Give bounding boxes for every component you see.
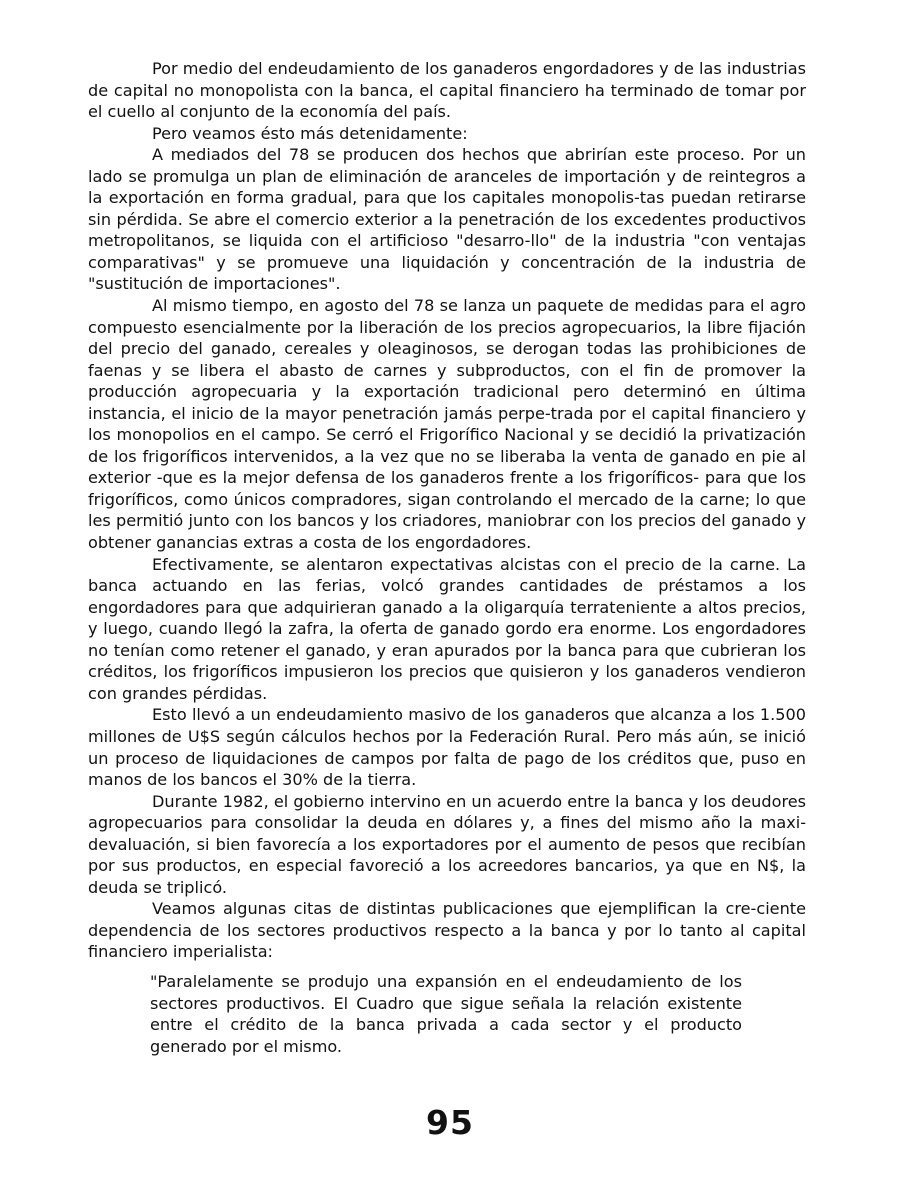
- paragraph-5: Efectivamente, se alentaron expectativas alcistas con el precio de la carne. La banca actuando en las ferias, volcó grandes cantidades de préstamos a los engordadores para que adquirieran ganado a la oligarquía terrateniente a altos precios, y luego, cuando llegó la zafra, la oferta de ganado gordo era enorme. Los engordadores no tenían como retener el ganado, y eran apurados por la banca para que cubrieran los créditos, los frigoríficos impusieron los precios que quisieron y los ganaderos vendieron con grandes pérdidas.: [88, 554, 806, 703]
- paragraph-6: Esto llevó a un endeudamiento masivo de los ganaderos que alcanza a los 1.500 millones de U$S según cálculos hechos por la Federación Rural. Pero más aún, se inició un proceso de liquidaciones de campos por falta de pago de los créditos que, puso en manos de los bancos el 30% de la tierra.: [88, 705, 806, 790]
- body-text: [88, 58, 806, 963]
- paragraph-1: Por medio del endeudamiento de los ganaderos engordadores y de las industrias de capital no monopolista con la banca, el capital financiero ha terminado de tomar por el cuello al conjunto de la economía del país.: [88, 59, 806, 122]
- paragraph-8: Veamos algunas citas de distintas publicaciones que ejemplifican la cre-ciente dependencia de los sectores productivos respecto a la banca y por lo tanto al capital financiero imperialista:: [88, 899, 806, 962]
- block-quote: [150, 971, 742, 1057]
- page-number: 95: [426, 1103, 474, 1142]
- paragraph-3: A mediados del 78 se producen dos hechos que abrirían este proceso. Por un lado se promulga un plan de eliminación de aranceles de importación y de reintegros a la exportación en forma gradual, para que los capitales monopolis-tas puedan retirarse sin pérdida. Se abre el comercio exterior a la penetración de los excedentes productivos metropolitanos, se liquida con el artificioso "desarro-llo" de la industria "con ventajas comparativas" y se promueve una liquidación y concentración de la industria de "sustitución de importaciones".: [88, 145, 806, 294]
- paragraph-4: Al mismo tiempo, en agosto del 78 se lanza un paquete de medidas para el agro compuesto esencialmente por la liberación de los precios agropecuarios, la libre fijación del precio del ganado, cereales y oleaginosos, se derogan todas las prohibiciones de faenas y se libera el abasto de carnes y subproductos, con el fin de promover la producción agropecuaria y la exportación tradicional pero determinó en última instancia, el inicio de la mayor penetración jamás perpe-trada por el capital financiero y los monopolios en el campo. Se cerró el Frigorífico Nacional y se decidió la privatización de los frigoríficos intervenidos, a la vez que no se liberaba la venta de ganado en pie al exterior -que es la mejor defensa de los ganaderos frente a los frigoríficos- para que los frigoríficos, como únicos compradores, sigan controlando el mercado de la carne; lo que les permitió junto con los bancos y los criadores, maniobrar con los precios del ganado y obtener ganancias extras a costa de los engordadores.: [88, 296, 806, 553]
- paragraph-7: Durante 1982, el gobierno intervino en un acuerdo entre la banca y los deudores agropecuarios para consolidar la deuda en dólares y, a fines del mismo año la maxi-devaluación, si bien favorecía a los exportadores por el aumento de pesos que recibían por sus productos, en especial favoreció a los acreedores bancarios, ya que en N$, la deuda se triplicó.: [88, 791, 806, 897]
- paragraph-2: Pero veamos ésto más detenidamente:: [152, 123, 468, 143]
- quote-text: "Paralelamente se produjo una expansión en el endeudamiento de los sectores productivos. El Cuadro que sigue señala la relación existente entre el crédito de la banca privada a cada sector y el producto generado por el mismo.: [150, 972, 742, 1056]
